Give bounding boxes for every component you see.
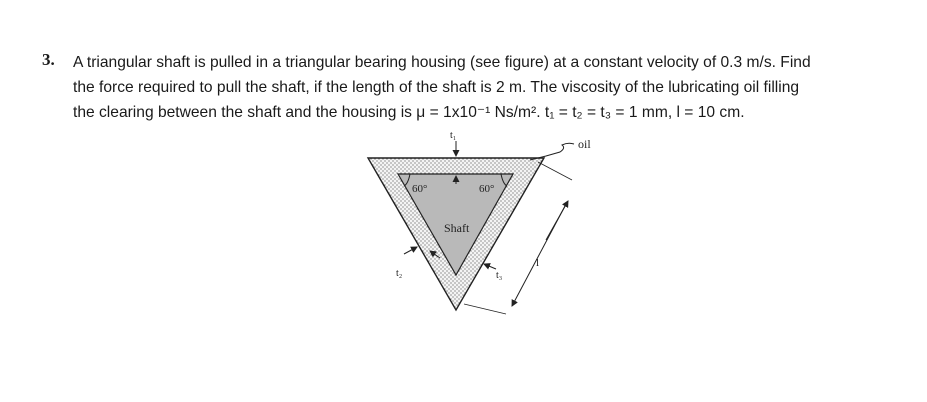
bearing-diagram (360, 128, 620, 318)
length-ext-top (538, 162, 572, 180)
t2-label: t₂ (396, 268, 403, 279)
question-line-1: A triangular shaft is pulled in a triangular bearing housing (see figure) at a constant velocity of 0.3 m/s. Find (73, 54, 811, 71)
angle-left-label: 60° (412, 183, 428, 195)
t2-arrow-outer (404, 247, 417, 254)
length-label: l (536, 257, 540, 269)
t1-label: t₁ (450, 130, 457, 141)
t3-label: t₃ (496, 270, 503, 281)
question-line-3: the clearing between the shaft and the housing is μ = 1x10⁻¹ Ns/m². t₁ = t₂ = t₃ = 1 mm, l = 10 cm. (73, 104, 745, 121)
length-ext-bottom (464, 304, 506, 314)
bearing-figure (360, 128, 620, 318)
question-number: 3. (42, 50, 55, 69)
t3-arrow (484, 264, 496, 269)
shaft-label: Shaft (444, 221, 470, 235)
question-line-2: the force required to pull the shaft, if the length of the shaft is 2 m. The viscosity of the lubricating oil filling (73, 79, 800, 96)
angle-right-label: 60° (479, 183, 495, 195)
question-text (73, 50, 903, 125)
oil-label: oil (578, 137, 591, 151)
length-dimension-top (546, 201, 568, 240)
